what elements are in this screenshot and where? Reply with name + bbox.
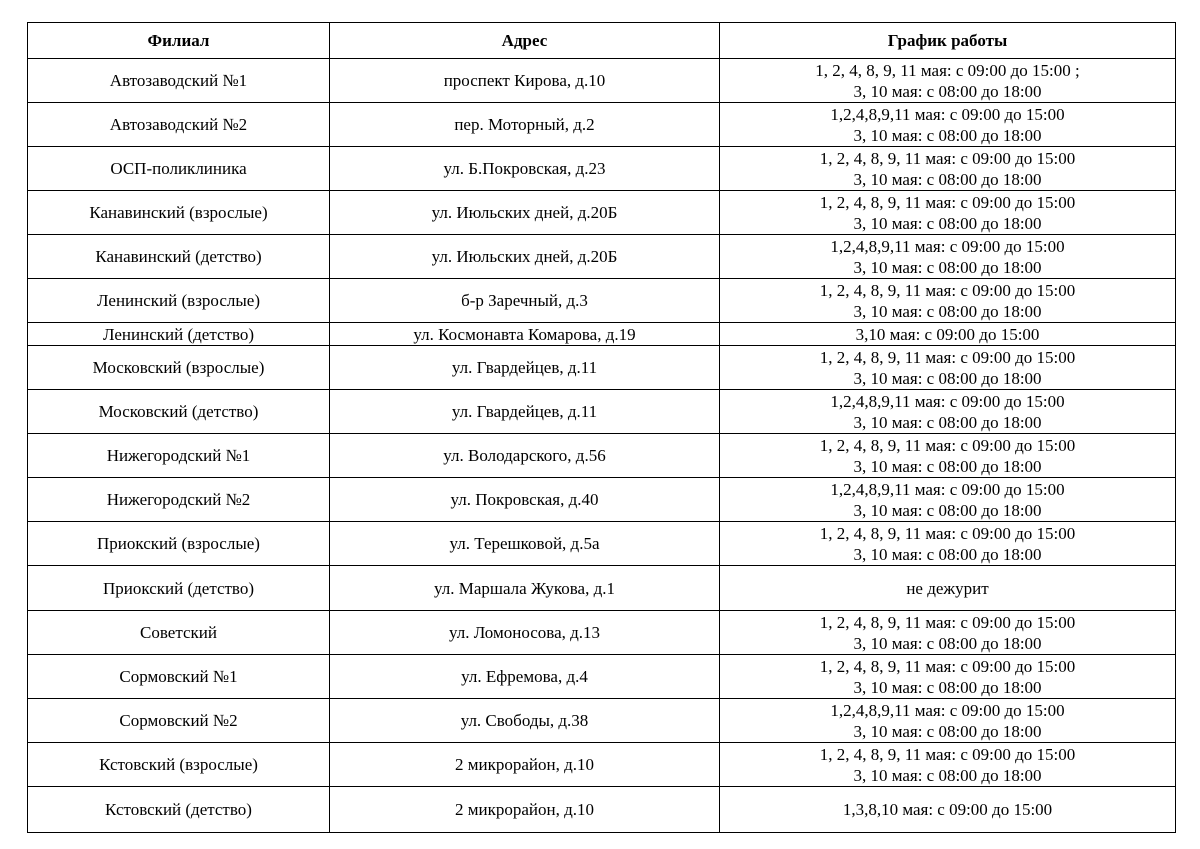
cell-address: ул. Гвардейцев, д.11: [330, 390, 720, 434]
schedule-line: 3, 10 мая: с 08:00 до 18:00: [853, 677, 1042, 697]
cell-schedule: [720, 522, 1176, 566]
cell-branch: ОСП-поликлиника: [28, 147, 330, 191]
cell-schedule: [720, 103, 1176, 147]
cell-address: ул. Ломоносова, д.13: [330, 611, 720, 655]
cell-address: ул. Июльских дней, д.20Б: [330, 235, 720, 279]
cell-address: б-р Заречный, д.3: [330, 279, 720, 323]
cell-address: ул. Маршала Жукова, д.1: [330, 566, 720, 611]
cell-branch: Кстовский (детство): [28, 787, 330, 833]
table-row: [28, 103, 1176, 147]
cell-schedule: [720, 390, 1176, 434]
schedule-line: 1, 2, 4, 8, 9, 11 мая: с 09:00 до 15:00: [819, 656, 1076, 676]
schedule-line: 3, 10 мая: с 08:00 до 18:00: [853, 301, 1042, 321]
schedule-line: 3, 10 мая: с 08:00 до 18:00: [853, 721, 1042, 741]
table-row: [28, 147, 1176, 191]
schedule-line: 3, 10 мая: с 08:00 до 18:00: [853, 213, 1042, 233]
schedule-line: 1, 2, 4, 8, 9, 11 мая: с 09:00 до 15:00: [819, 280, 1076, 300]
cell-branch: Сормовский №1: [28, 655, 330, 699]
cell-branch: Ленинский (детство): [28, 323, 330, 346]
cell-branch: Автозаводский №1: [28, 59, 330, 103]
table-row: [28, 59, 1176, 103]
cell-address: 2 микрорайон, д.10: [330, 743, 720, 787]
cell-branch: Нижегородский №1: [28, 434, 330, 478]
table-row: [28, 699, 1176, 743]
cell-schedule: [720, 346, 1176, 390]
table-row: [28, 323, 1176, 346]
cell-branch: Кстовский (взрослые): [28, 743, 330, 787]
cell-branch: Советский: [28, 611, 330, 655]
schedule-line: 1, 2, 4, 8, 9, 11 мая: с 09:00 до 15:00: [819, 347, 1076, 367]
cell-schedule: [720, 279, 1176, 323]
schedule-line: 3,10 мая: с 09:00 до 15:00: [855, 324, 1040, 344]
cell-schedule: [720, 743, 1176, 787]
schedule-line: 3, 10 мая: с 08:00 до 18:00: [853, 500, 1042, 520]
cell-address: пер. Моторный, д.2: [330, 103, 720, 147]
schedule-line: 1,2,4,8,9,11 мая: с 09:00 до 15:00: [830, 700, 1065, 720]
schedule-line: 1, 2, 4, 8, 9, 11 мая: с 09:00 до 15:00: [819, 148, 1076, 168]
header-row: [28, 23, 1176, 59]
cell-address: ул. Володарского, д.56: [330, 434, 720, 478]
table-row: [28, 655, 1176, 699]
table-row: [28, 743, 1176, 787]
schedule-line: 3, 10 мая: с 08:00 до 18:00: [853, 81, 1042, 101]
schedule-line: 3, 10 мая: с 08:00 до 18:00: [853, 456, 1042, 476]
cell-branch: Нижегородский №2: [28, 478, 330, 522]
table-header: [28, 23, 1176, 59]
schedule-line: 3, 10 мая: с 08:00 до 18:00: [853, 125, 1042, 145]
cell-branch: Приокский (взрослые): [28, 522, 330, 566]
cell-schedule: [720, 191, 1176, 235]
schedule-line: 1, 2, 4, 8, 9, 11 мая: с 09:00 до 15:00: [819, 612, 1076, 632]
header-schedule: График работы: [720, 23, 1176, 59]
cell-branch: Сормовский №2: [28, 699, 330, 743]
cell-schedule: [720, 434, 1176, 478]
cell-address: ул. Июльских дней, д.20Б: [330, 191, 720, 235]
schedule-line: 1,3,8,10 мая: с 09:00 до 15:00: [842, 800, 1053, 819]
table-row: [28, 235, 1176, 279]
schedule-line: 3, 10 мая: с 08:00 до 18:00: [853, 368, 1042, 388]
cell-address: 2 микрорайон, д.10: [330, 787, 720, 833]
cell-address: ул. Гвардейцев, д.11: [330, 346, 720, 390]
schedule-line: 1,2,4,8,9,11 мая: с 09:00 до 15:00: [830, 479, 1065, 499]
cell-branch: Канавинский (взрослые): [28, 191, 330, 235]
cell-branch: Московский (детство): [28, 390, 330, 434]
schedule-line: 3, 10 мая: с 08:00 до 18:00: [853, 544, 1042, 564]
table-row: [28, 434, 1176, 478]
cell-schedule: [720, 787, 1176, 833]
schedule-line: 3, 10 мая: с 08:00 до 18:00: [853, 257, 1042, 277]
cell-address: проспект Кирова, д.10: [330, 59, 720, 103]
table-row: [28, 611, 1176, 655]
table-row: [28, 191, 1176, 235]
cell-address: ул. Свободы, д.38: [330, 699, 720, 743]
table-row: [28, 279, 1176, 323]
cell-address: ул. Ефремова, д.4: [330, 655, 720, 699]
schedule-line: 1, 2, 4, 8, 9, 11 мая: с 09:00 до 15:00: [819, 435, 1076, 455]
table-row: [28, 346, 1176, 390]
cell-schedule: [720, 655, 1176, 699]
cell-branch: Канавинский (детство): [28, 235, 330, 279]
schedule-line: 1, 2, 4, 8, 9, 11 мая: с 09:00 до 15:00: [819, 192, 1076, 212]
cell-address: ул. Терешковой, д.5а: [330, 522, 720, 566]
cell-branch: Ленинский (взрослые): [28, 279, 330, 323]
schedule-line: 3, 10 мая: с 08:00 до 18:00: [853, 169, 1042, 189]
cell-schedule: [720, 147, 1176, 191]
cell-schedule: [720, 699, 1176, 743]
schedule-line: 3, 10 мая: с 08:00 до 18:00: [853, 412, 1042, 432]
table-row: [28, 478, 1176, 522]
schedule-table: [27, 22, 1176, 833]
cell-branch: Автозаводский №2: [28, 103, 330, 147]
schedule-line: 1,2,4,8,9,11 мая: с 09:00 до 15:00: [830, 104, 1065, 124]
schedule-line: 1, 2, 4, 8, 9, 11 мая: с 09:00 до 15:00 ;: [815, 60, 1080, 80]
cell-schedule: [720, 59, 1176, 103]
schedule-line: 1, 2, 4, 8, 9, 11 мая: с 09:00 до 15:00: [819, 523, 1076, 543]
schedule-line: не дежурит: [906, 578, 989, 598]
schedule-line: 3, 10 мая: с 08:00 до 18:00: [853, 633, 1042, 653]
header-branch: Филиал: [28, 23, 330, 59]
cell-address: ул. Б.Покровская, д.23: [330, 147, 720, 191]
schedule-line: 3, 10 мая: с 08:00 до 18:00: [853, 765, 1042, 785]
cell-schedule: [720, 235, 1176, 279]
table-row: [28, 522, 1176, 566]
cell-branch: Приокский (детство): [28, 566, 330, 611]
cell-schedule: [720, 611, 1176, 655]
header-address: Адрес: [330, 23, 720, 59]
cell-address: ул. Покровская, д.40: [330, 478, 720, 522]
cell-schedule: [720, 323, 1176, 346]
table-row: [28, 566, 1176, 611]
table-row: [28, 787, 1176, 833]
table-row: [28, 390, 1176, 434]
schedule-line: 1, 2, 4, 8, 9, 11 мая: с 09:00 до 15:00: [819, 744, 1076, 764]
cell-branch: Московский (взрослые): [28, 346, 330, 390]
cell-schedule: [720, 478, 1176, 522]
cell-address: ул. Космонавта Комарова, д.19: [330, 323, 720, 346]
cell-schedule: [720, 566, 1176, 611]
schedule-line: 1,2,4,8,9,11 мая: с 09:00 до 15:00: [830, 391, 1065, 411]
schedule-line: 1,2,4,8,9,11 мая: с 09:00 до 15:00: [830, 236, 1065, 256]
table-body: [28, 59, 1176, 833]
